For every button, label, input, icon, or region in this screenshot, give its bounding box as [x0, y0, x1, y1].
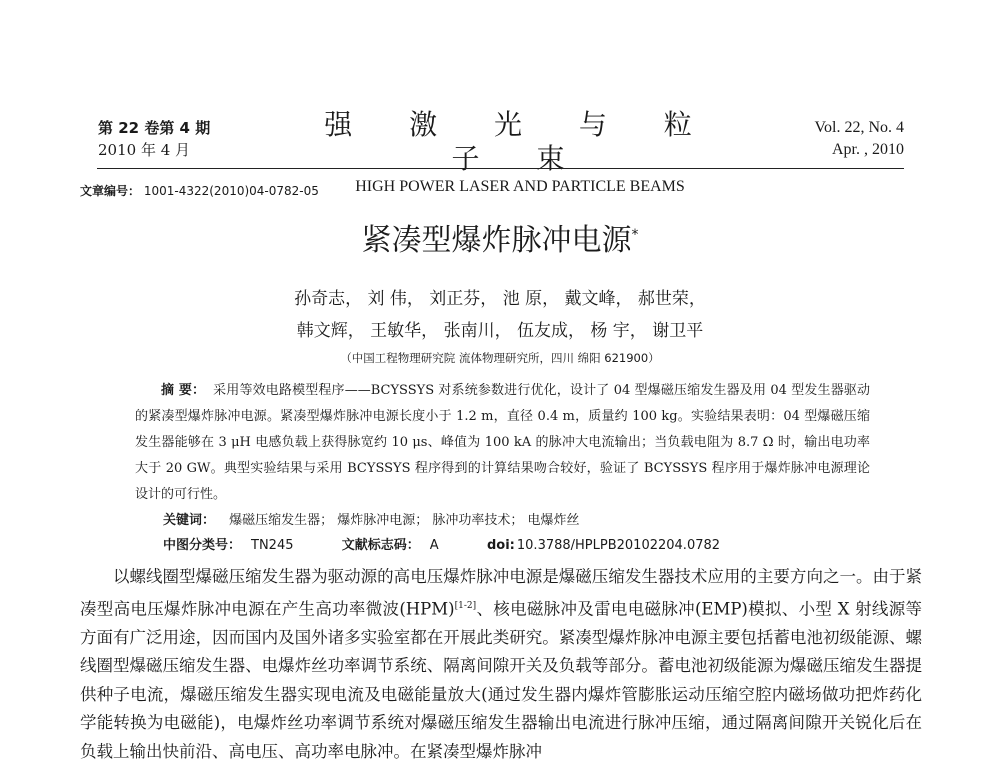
article-number-label: 文章编号： [80, 184, 141, 198]
volume-cn: 第 22 卷第 4 期 [98, 119, 211, 137]
doc-code-value: A [429, 538, 439, 553]
keywords [163, 509, 580, 528]
date-en: Apr. , 2010 [832, 141, 904, 158]
affiliation: （中国工程物理研究院 流体物理研究所，四川 绵阳 621900） [340, 351, 660, 365]
doc-code-label: 文献标志码： [341, 538, 420, 553]
citation-ref: [1-2] [454, 600, 477, 611]
author-line-1: 孙奇志， 刘 伟， 刘正芬， 池 原， 戴文峰， 郝世荣， [294, 289, 706, 309]
header-right [815, 117, 905, 161]
title-footnote-mark: * [631, 227, 639, 243]
keywords-label: 关键词： [163, 513, 216, 528]
header-left [98, 117, 210, 161]
body-part-2: 、核电磁脉冲及雷电电磁脉冲(EMP)模拟、小型 X 射线源等方面有广泛用途，因而国内及国外诸多实验室都在开展此类研究。紧凑型爆炸脉冲电源主要包括蓄电池初级能源、螺线圈型爆磁压缩发生器、电爆炸丝功率调节系统、隔离间隙开关及负载等部分。蓄电池初级能源为爆磁压缩发生器提供种子电流，爆磁压缩发生器实现电流及电磁能量放大(通过发生器内爆炸管膨胀运动压缩空腔内磁场做功把炸药化学能转换为电磁能)，电爆炸丝功率调节系统对爆磁压缩发生器输出电流进行脉冲压缩，通过隔离间隙开关锐化后在负载上输出快前沿、高电压、高功率电脉冲。在紧凑型爆炸脉冲 [80, 599, 922, 762]
article-number [80, 182, 319, 199]
clc-label: 中图分类号： [163, 538, 242, 553]
abstract-label: 摘 要： [161, 383, 206, 398]
journal-title-cn: 强 激 光 与 粒 子 束 [324, 108, 716, 175]
header-divider [97, 168, 904, 169]
header-journal [300, 108, 740, 198]
body-part-1: 以螺线圈型爆磁压缩发生器为驱动源的高电压爆炸脉冲电源是爆磁压缩发生器技术应用的主要方向之一。由于紧凑型高电压爆炸脉冲电源在产生高功率微波(HPM) [80, 567, 922, 619]
paper-title-text: 紧凑型爆炸脉冲电源 [361, 223, 632, 258]
keywords-value: 爆磁压缩发生器； 爆炸脉冲电源； 脉冲功率技术； 电爆炸丝 [229, 513, 580, 528]
classification [163, 534, 720, 553]
body-text [80, 563, 922, 767]
doi-value: 10.3788/HPLPB20102204.0782 [516, 538, 721, 553]
volume-en: Vol. 22, No. 4 [814, 119, 904, 136]
journal-title-en: HIGH POWER LASER AND PARTICLE BEAMS [355, 178, 685, 195]
article-number-value: 1001-4322(2010)04-0782-05 [143, 184, 319, 198]
paper-title [0, 215, 1000, 259]
abstract-text: 采用等效电路模型程序——BCYSSYS 对系统参数进行优化，设计了 04 型爆磁压缩发生器及用 04 型发生器驱动的紧凑型爆炸脉冲电源。紧凑型爆炸脉冲电源长度小于 1.2 m，直径 0.4 m，质量约 100 kg。实验结果表明：04 型爆磁压缩发生器能够在 3 μH 电感负载上获得脉宽约 10 μs、峰值为 100 kA 的脉冲大电流输出；当负载电阻为 8.7 Ω 时，输出电功率大于 20 GW。典型实验结果与采用 BCYSSYS 程序得到的计算结果吻合较好，验证了 BCYSSYS 程序用于爆炸脉冲电源理论设计的可行性。 [135, 383, 871, 502]
abstract [135, 378, 870, 508]
clc-value: TN245 [251, 538, 294, 553]
doi-label: doi: [486, 538, 515, 553]
author-list [0, 283, 1000, 347]
date-cn: 2010 年 4 月 [98, 141, 191, 159]
author-line-2: 韩文辉， 王敏华， 张南川， 伍友成， 杨 宇， 谢卫平 [296, 321, 704, 341]
